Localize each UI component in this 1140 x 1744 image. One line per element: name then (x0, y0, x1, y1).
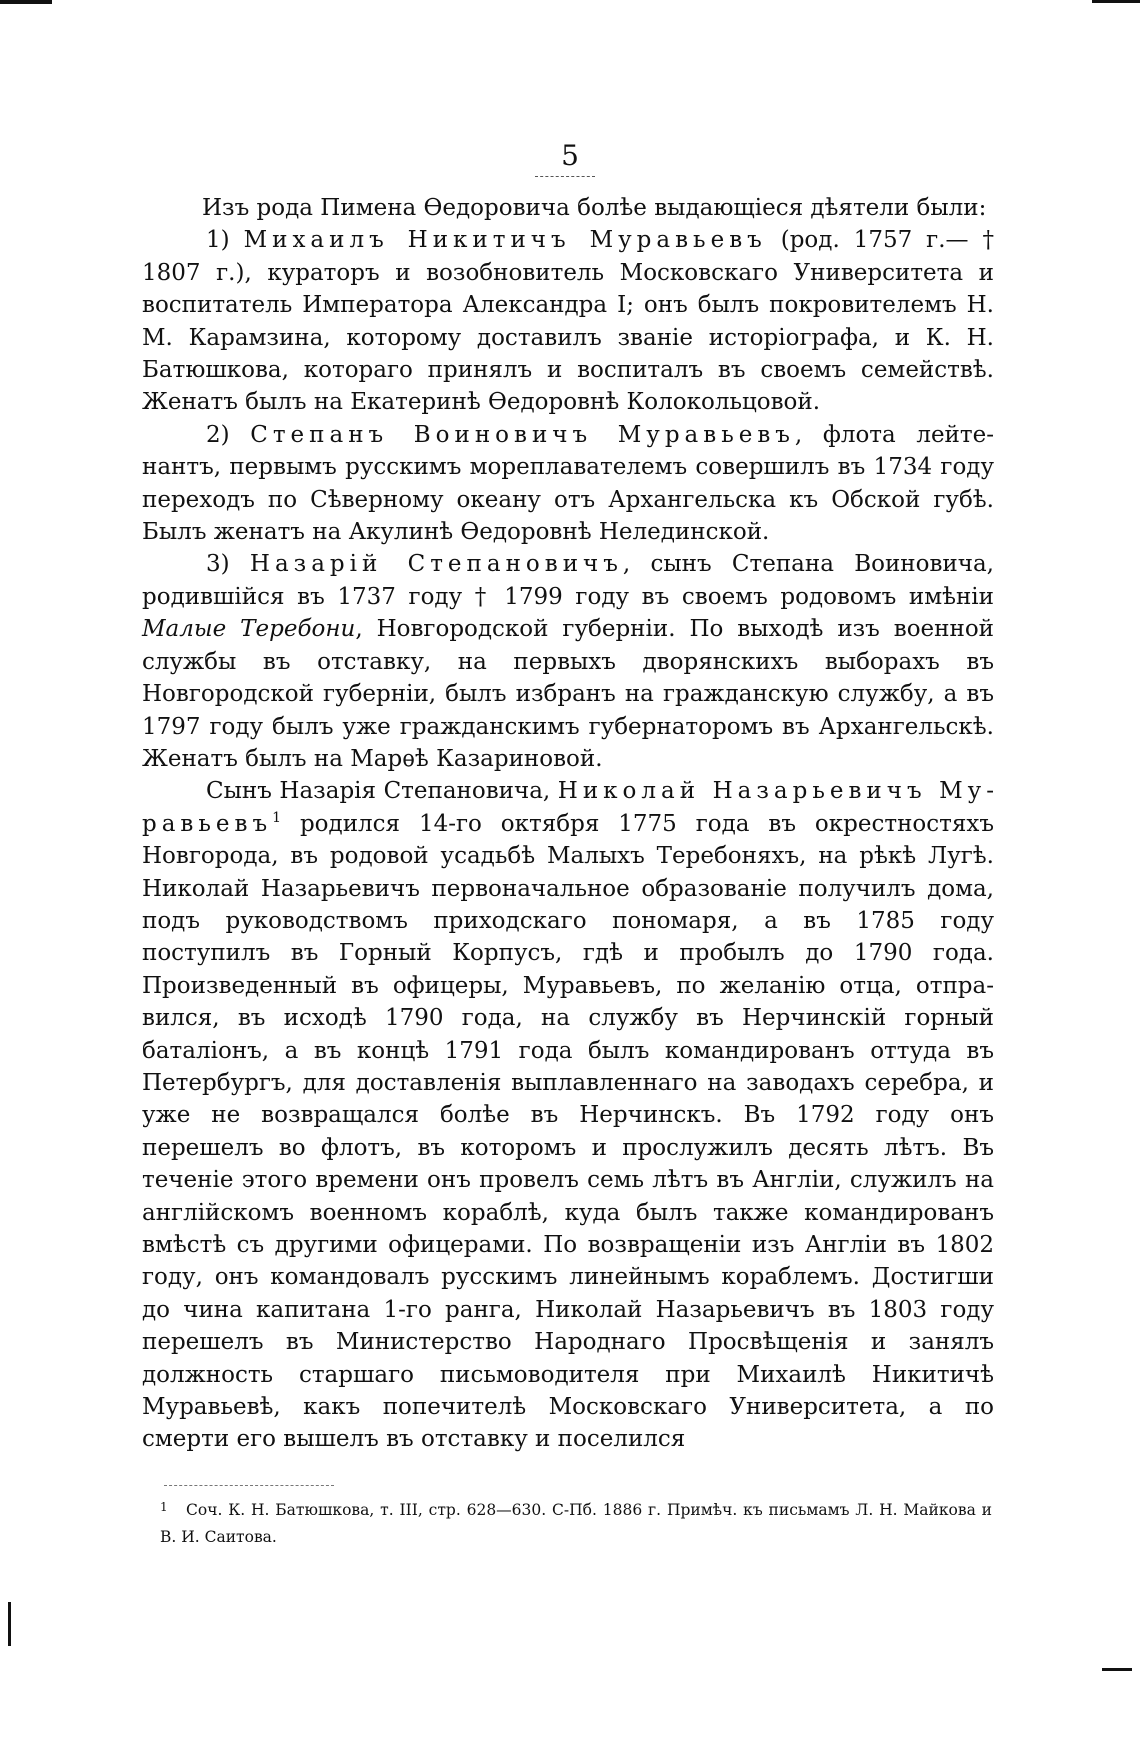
text-segment: Сынъ Назарія Степановича, (206, 778, 558, 805)
text-segment: Назарій Степановичъ (249, 551, 623, 578)
text-segment: Михаилъ Никитичъ Муравьевъ (243, 227, 767, 254)
text-segment: родился 14-го октября 1775 года въ окрестностяхъ Новгорода, въ родовой усадьбѣ Малыхъ Теребоняхъ, на рѣкѣ Лугѣ. Николай Назарьевичъ первоначальное образованіе получилъ дома, подъ руководствомъ приходскаго пономаря, а въ 1785 году поступилъ въ Горный Корпусъ, гдѣ и пробылъ до 1790 года. Произведенный въ офицеры, Муравьевъ, по желанію отца, отправился, въ исходѣ 1790 года, на службу въ Нерчинскій горный баталіонъ, а въ концѣ 1791 года былъ командированъ оттуда въ Петербургъ, для доставленія выплавленнаго на заводахъ серебра, и уже не возвращался болѣе въ Нерчинскъ. Въ 1792 году онъ перешелъ во флотъ, въ которомъ и прослужилъ десять лѣтъ. Въ теченіе этого времени онъ провелъ семь лѣтъ въ Англіи, служилъ на англійскомъ военномъ кораблѣ, куда былъ также командированъ вмѣстѣ съ другими офицерами. По возвращеніи изъ Англіи въ 1802 году, онъ командовалъ русскимъ линейнымъ кораблемъ. Достигши до чина капитана 1-го ранга, Николай Назарьевичъ въ 1803 году перешелъ въ Министерство Народнаго Просвѣщенія и занялъ должность старшаго письмоводителя при Михаилѣ Никитичѣ Муравьевѣ, какъ попечителѣ Московскаго Университета, а по смерти его вышелъ въ отставку и поселился (142, 810, 994, 1453)
footnote-divider (164, 1485, 334, 1487)
paragraph (142, 224, 994, 418)
footnotes (160, 1494, 992, 1551)
text-segment: Степанъ Воиновичъ Муравьевъ (250, 421, 795, 448)
text-segment: (род. 1757 г.— † 1807 г.), кураторъ и возобновитель Московскаго Университета и воспитатель Императора Александра I; онъ былъ покровителемъ Н. М. Карамзина, которому доставилъ званіе исторіографа, и К. Н. Батюшкова, котораго принялъ и воспиталъ въ своемъ семействѣ. Женатъ былъ на Екатеринѣ Ѳедоровнѣ Колокольцовой. (142, 227, 994, 416)
paragraph (142, 192, 994, 224)
footnote-mark: 1 (160, 1500, 168, 1514)
scan-edge-mark (0, 0, 52, 4)
footnote-reference: 1 (272, 809, 282, 826)
paragraph (142, 548, 994, 775)
body-text (142, 192, 994, 1456)
text-segment: Николай Назарьевичъ Муравьевъ (142, 778, 994, 837)
scan-edge-mark (1102, 1668, 1132, 1671)
paragraph (142, 775, 994, 1456)
page-number-rule (535, 176, 595, 178)
scan-edge-mark (1092, 0, 1140, 3)
text-segment: 2) (206, 421, 251, 448)
footnote (160, 1494, 992, 1551)
paragraph (142, 419, 994, 549)
text-segment: 3) (206, 551, 250, 578)
scan-edge-mark (8, 1602, 11, 1646)
text-segment: Изъ рода Пимена Ѳедоровича болѣе выдающіеся дѣятели были: (202, 195, 987, 221)
page-number: 5 (561, 139, 579, 172)
text-segment: , сынъ Степана Воиновича, родившійся въ 1737 году † 1799 году въ своемъ родовомъ имѣніи (142, 551, 994, 610)
text-segment: , флота лейтенантъ, первымъ русскимъ мореплавателемъ совершилъ въ 1734 году переходъ по Сѣверному океану отъ Архангельска къ Обской губѣ. Былъ женатъ на Акулинѣ Ѳедоровнѣ Нелединской. (142, 421, 995, 546)
footnote-text: Соч. К. Н. Батюшкова, т. III, стр. 628—630. С-Пб. 1886 г. Примѣч. къ письмамъ Л. Н. Майкова и В. И. Саитова. (160, 1501, 992, 1546)
text-segment: Малые Теребони (142, 616, 356, 643)
text-segment: 1) (206, 227, 244, 254)
text-segment: , Новгородской губерніи. По выходѣ изъ военной службы въ отставку, на первыхъ дворянскихъ выборахъ въ Новгородской губерніи, былъ избранъ на гражданскую службу, а въ 1797 году былъ уже гражданскимъ губернаторомъ въ Архангельскѣ. Женатъ былъ на Марѳѣ Казариновой. (142, 616, 994, 772)
